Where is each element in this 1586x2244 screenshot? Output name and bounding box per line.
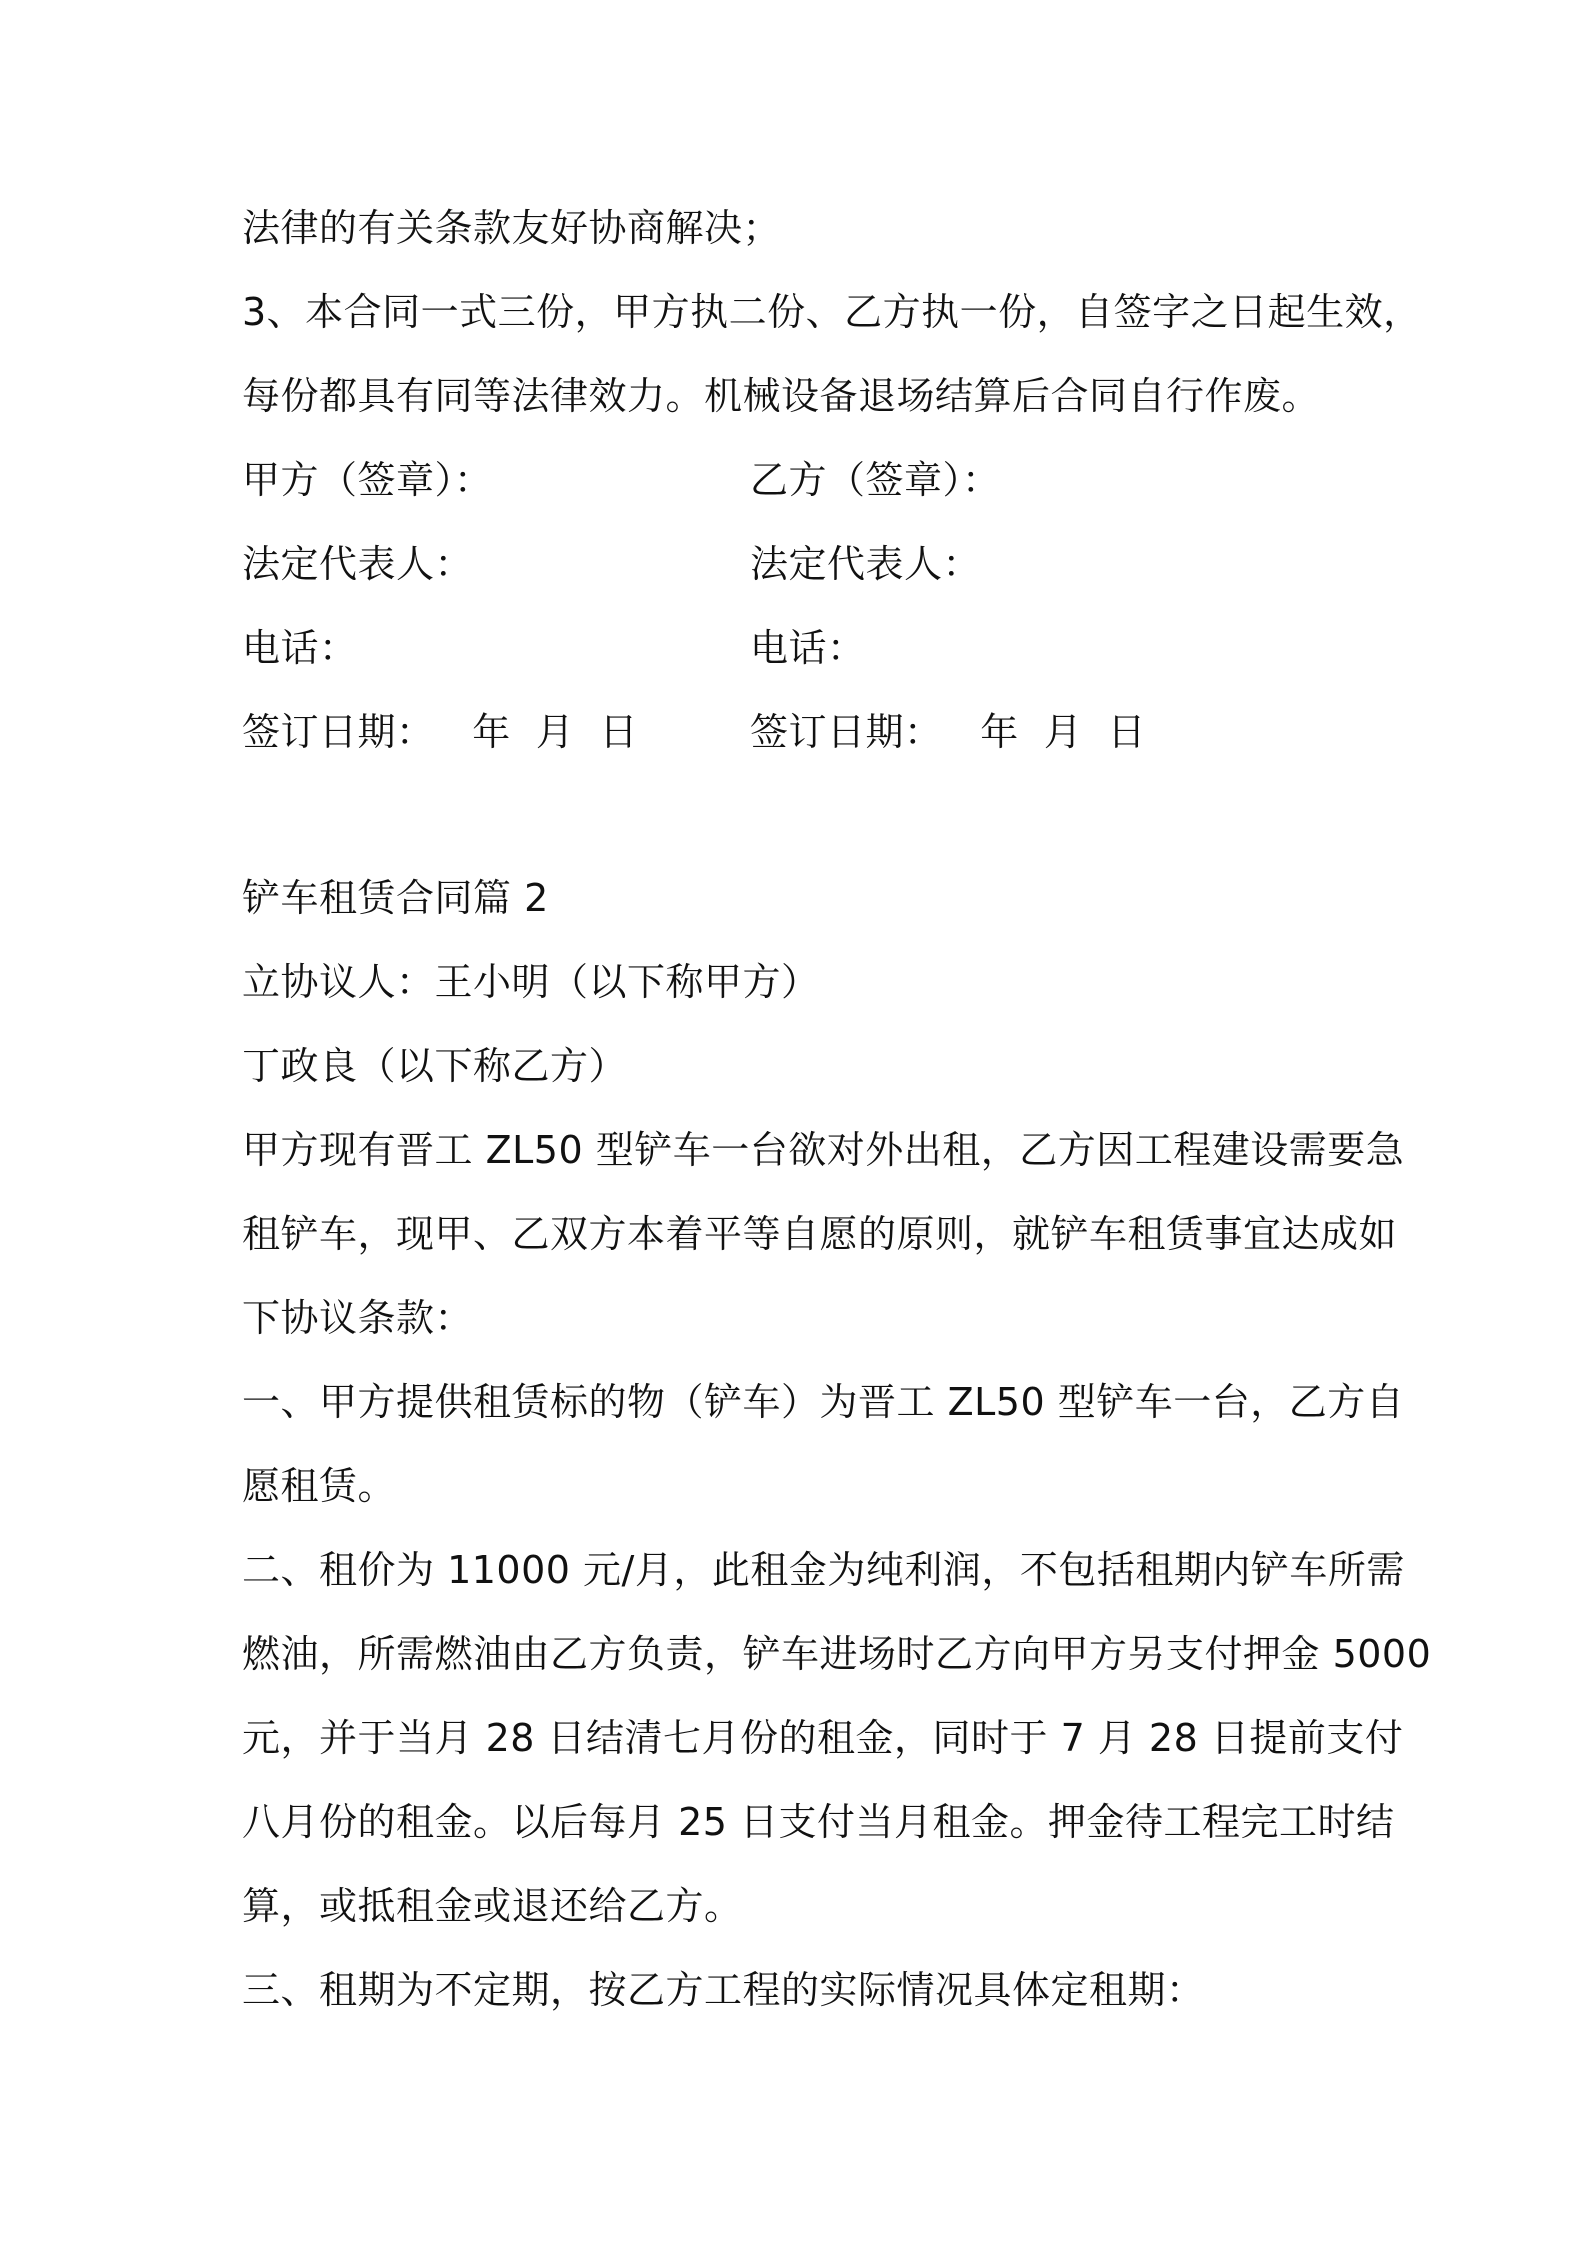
intro-line-3: 下协议条款： [242,1296,474,1340]
intro-line-1: 甲方现有晋工 ZL50 型铲车一台欲对外出租，乙方因工程建设需要急 [242,1128,1405,1172]
continuation-line: 法律的有关条款友好协商解决； [242,206,782,250]
clause-1-line-1: 一、甲方提供租赁标的物（铲车）为晋工 ZL50 型铲车一台，乙方自 [242,1380,1405,1424]
intro-line-2: 租铲车，现甲、乙双方本着平等自愿的原则，就铲车租赁事宜达成如 [242,1212,1398,1256]
party-a-seal: 甲方（签章）： [242,458,493,502]
party-a-phone: 电话： [242,626,358,670]
party-a-sign-date: 签订日期： 年 月 日 [242,710,639,754]
party-b-phone: 电话： [750,626,866,670]
clause-3-line-2: 每份都具有同等法律效力。机械设备退场结算后合同自行作废。 [242,374,1321,418]
party-b-representative: 法定代表人： [750,542,982,586]
party-a-representative: 法定代表人： [242,542,474,586]
clause-1-line-2: 愿租赁。 [242,1464,397,1508]
clause-3-line-1: 3、本合同一式三份，甲方执二份、乙方执一份，自签字之日起生效， [242,290,1422,334]
party-b-sign-date: 签订日期： 年 月 日 [750,710,1147,754]
clause-2-line-3: 元，并于当月 28 日结清七月份的租金，同时于 7 月 28 日提前支付 [242,1716,1404,1760]
clause-2-line-4: 八月份的租金。以后每月 25 日支付当月租金。押金待工程完工时结 [242,1800,1395,1844]
clause-2-line-1: 二、租价为 11000 元/月，此租金为纯利润，不包括租期内铲车所需 [242,1548,1405,1592]
party-b-seal: 乙方（签章）： [750,458,1001,502]
clause-2-line-2: 燃油，所需燃油由乙方负责，铲车进场时乙方向甲方另支付押金 5000 [242,1632,1432,1676]
party-b-line: 丁政良（以下称乙方） [242,1044,628,1088]
party-a-line: 立协议人：王小明（以下称甲方） [242,960,820,1004]
section-title: 铲车租赁合同篇 2 [242,876,549,920]
clause-2-line-5: 算，或抵租金或退还给乙方。 [242,1884,743,1928]
clause-3-terms-line-1: 三、租期为不定期，按乙方工程的实际情况具体定租期： [242,1968,1205,2012]
